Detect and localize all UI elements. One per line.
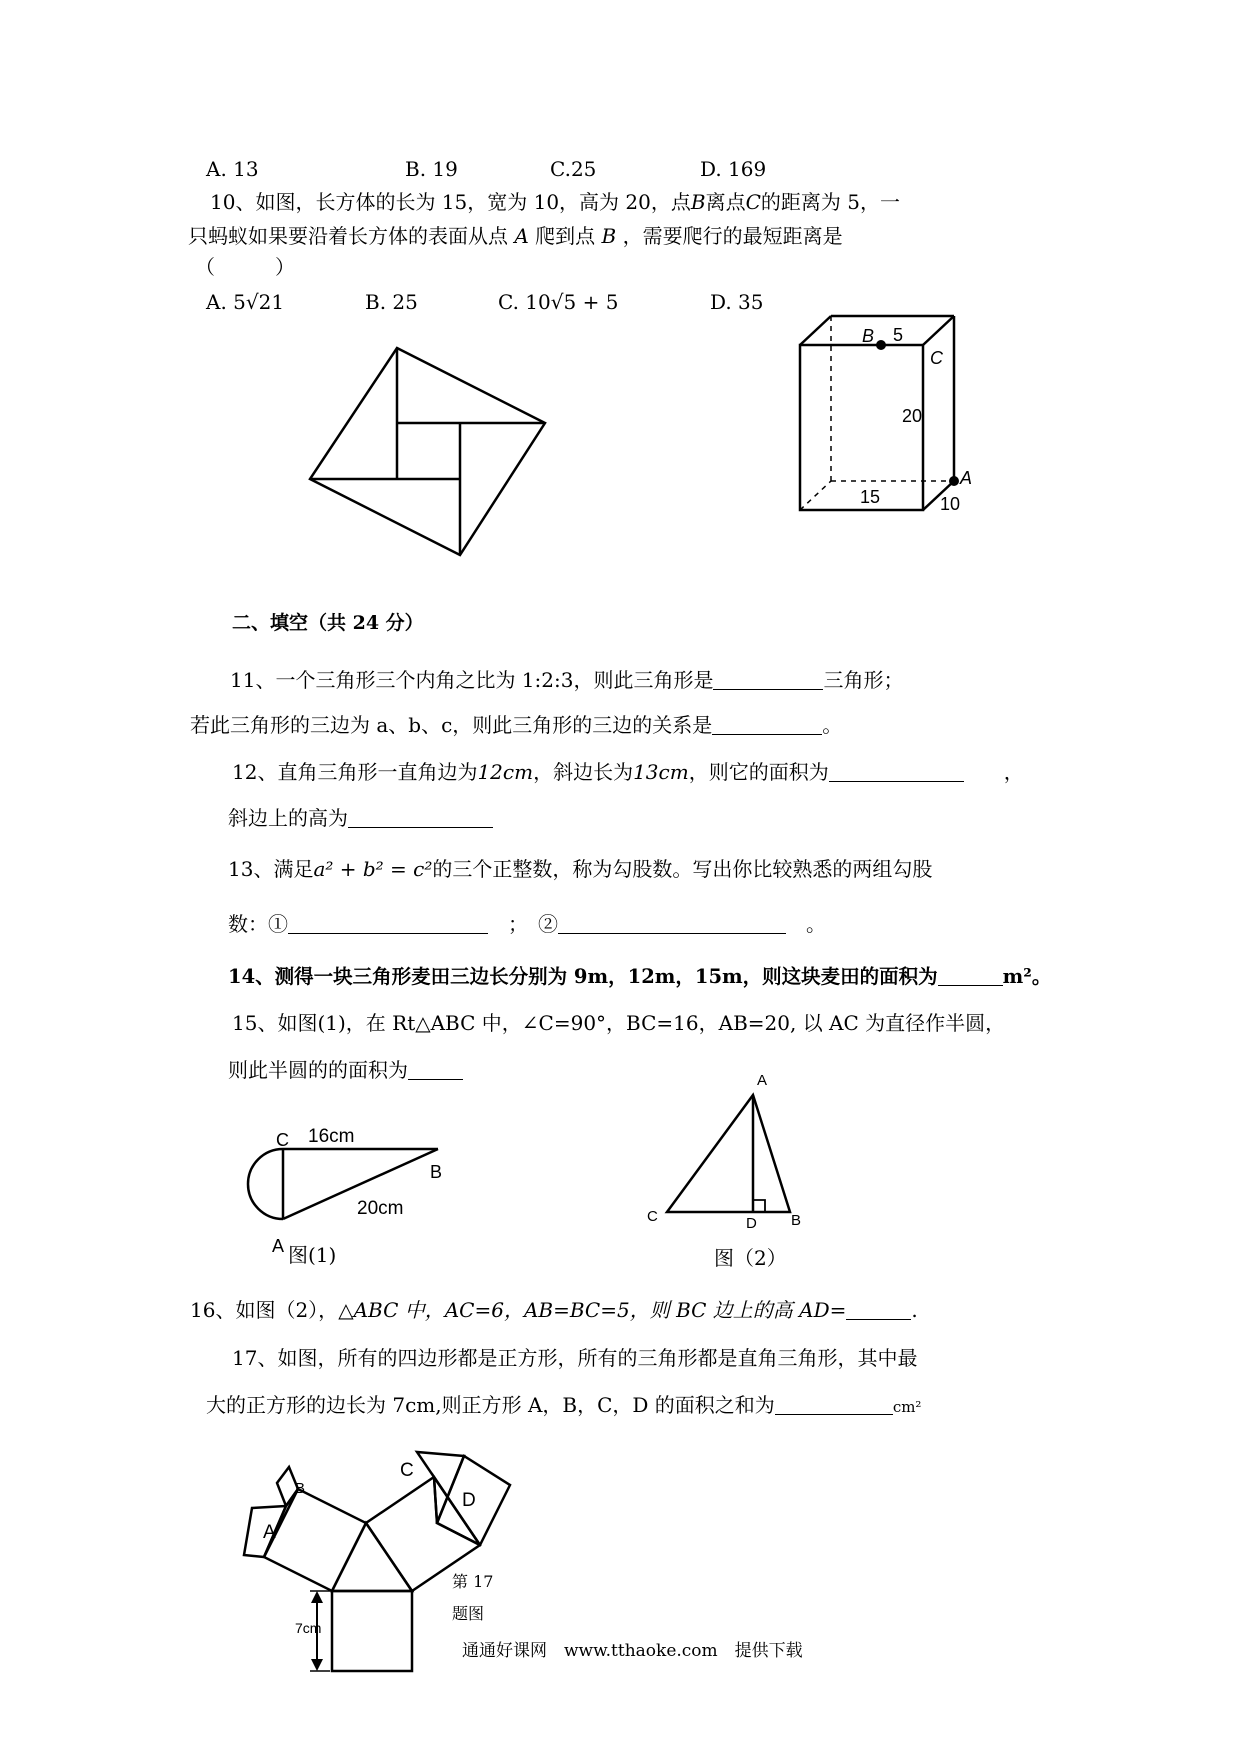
fig1-label-c: C — [276, 1130, 289, 1150]
q14-text: 14、测得一块三角形麦田三边长分别为 9m，12m，15m，则这块麦田的面积为 m²。 — [228, 965, 1052, 988]
q17-line2: 大的正方形的边长为 7cm,则正方形 A，B，C，D 的面积之和为 cm² — [206, 1393, 922, 1417]
fig2-label-c: C — [647, 1208, 658, 1225]
q16-text: 16、如图（2），△ABC 中，AC=6，AB=BC=5，则 BC 边上的高 AD= . — [190, 1298, 918, 1322]
q15-line2: 则此半圆的的面积为 — [228, 1058, 463, 1082]
q10-option-d: D. 35 — [710, 290, 764, 314]
q13-line1: 13、满足a² + b² = c²的三个正整数，称为勾股数。写出你比较熟悉的两组勾股 — [228, 857, 933, 881]
q11-line1: 11、一个三角形三个内角之比为 1:2:3，则此三角形是 三角形； — [230, 668, 904, 692]
pinwheel-figure — [310, 348, 545, 555]
cuboid-label-a: A — [960, 468, 973, 488]
q12-line2: 斜边上的高为 — [228, 806, 493, 830]
cuboid-label-c: C — [930, 348, 943, 368]
fig2-caption: 图（2） — [714, 1246, 787, 1270]
q17-line1: 17、如图，所有的四边形都是正方形，所有的三角形都是直角三角形，其中最 — [232, 1346, 918, 1370]
largest-square — [332, 1591, 412, 1671]
q9-option-c: C.25 — [550, 157, 597, 181]
figure-2 — [667, 1095, 790, 1212]
q9-option-a: A. 13 — [206, 157, 259, 181]
cuboid-label-20: 20 — [902, 406, 923, 426]
q10-option-b: B. 25 — [365, 290, 418, 314]
left-square — [264, 1489, 366, 1591]
q15-line1: 15、如图(1)，在 Rt△ABC 中，∠C=90°，BC=16，AB=20, 以 AC 为直径作半圆， — [232, 1011, 1006, 1035]
q10-option-a: A. 5√21 — [206, 290, 285, 314]
fig17-label-c: C — [400, 1460, 414, 1481]
fig17-caption-2: 题图 — [452, 1604, 485, 1623]
fig1-label-20cm: 20cm — [357, 1198, 404, 1219]
q13-line2: 数：① ； ② 。 — [228, 912, 826, 936]
fig17-label-7cm: 7cm — [295, 1620, 322, 1636]
q10-paren: （ ） — [195, 255, 295, 279]
figure-1 — [248, 1149, 438, 1219]
point-b-marker — [876, 340, 886, 350]
cuboid-label-5: 5 — [893, 325, 904, 345]
fig1-caption: 图(1) — [288, 1243, 337, 1267]
fig2-label-b: B — [791, 1212, 802, 1229]
q10-line1: 10、如图，长方体的长为 15，宽为 10，高为 20，点B离点C的距离为 5，一 — [210, 190, 900, 214]
fig17-label-d: D — [462, 1490, 476, 1511]
section-2-title: 二、填空（共 24 分） — [232, 612, 424, 634]
fig17-label-a: A — [263, 1522, 276, 1543]
q12-line1: 12、直角三角形一直角边为12cm，斜边长为13cm，则它的面积为 ， — [232, 760, 1024, 784]
point-a-marker — [949, 476, 959, 486]
footer-text: 通通好课网 www.tthaoke.com 提供下载 — [462, 1641, 803, 1661]
figure-17 — [244, 1452, 510, 1671]
cuboid-label-10: 10 — [940, 494, 961, 514]
fig1-label-a: A — [272, 1236, 285, 1256]
fig17-label-b: B — [295, 1480, 306, 1497]
q10-line2: 只蚂蚁如果要沿着长方体的表面从点 A 爬到点 B ，需要爬行的最短距离是 — [188, 224, 843, 248]
cuboid-label-15: 15 — [860, 487, 881, 507]
fig1-label-16cm: 16cm — [308, 1126, 355, 1147]
q9-option-d: D. 169 — [700, 157, 767, 181]
fig2-label-a: A — [757, 1072, 768, 1089]
q11-line2: 若此三角形的三边为 a、b、c，则此三角形的三边的关系是 。 — [190, 713, 843, 737]
q9-option-b: B. 19 — [405, 157, 458, 181]
q10-option-c: C. 10√5 + 5 — [498, 290, 619, 314]
fig1-label-b: B — [430, 1162, 443, 1182]
cuboid-label-b: B — [862, 326, 875, 346]
fig17-caption-1: 第 17 — [452, 1572, 494, 1591]
fig2-label-d: D — [746, 1215, 757, 1232]
